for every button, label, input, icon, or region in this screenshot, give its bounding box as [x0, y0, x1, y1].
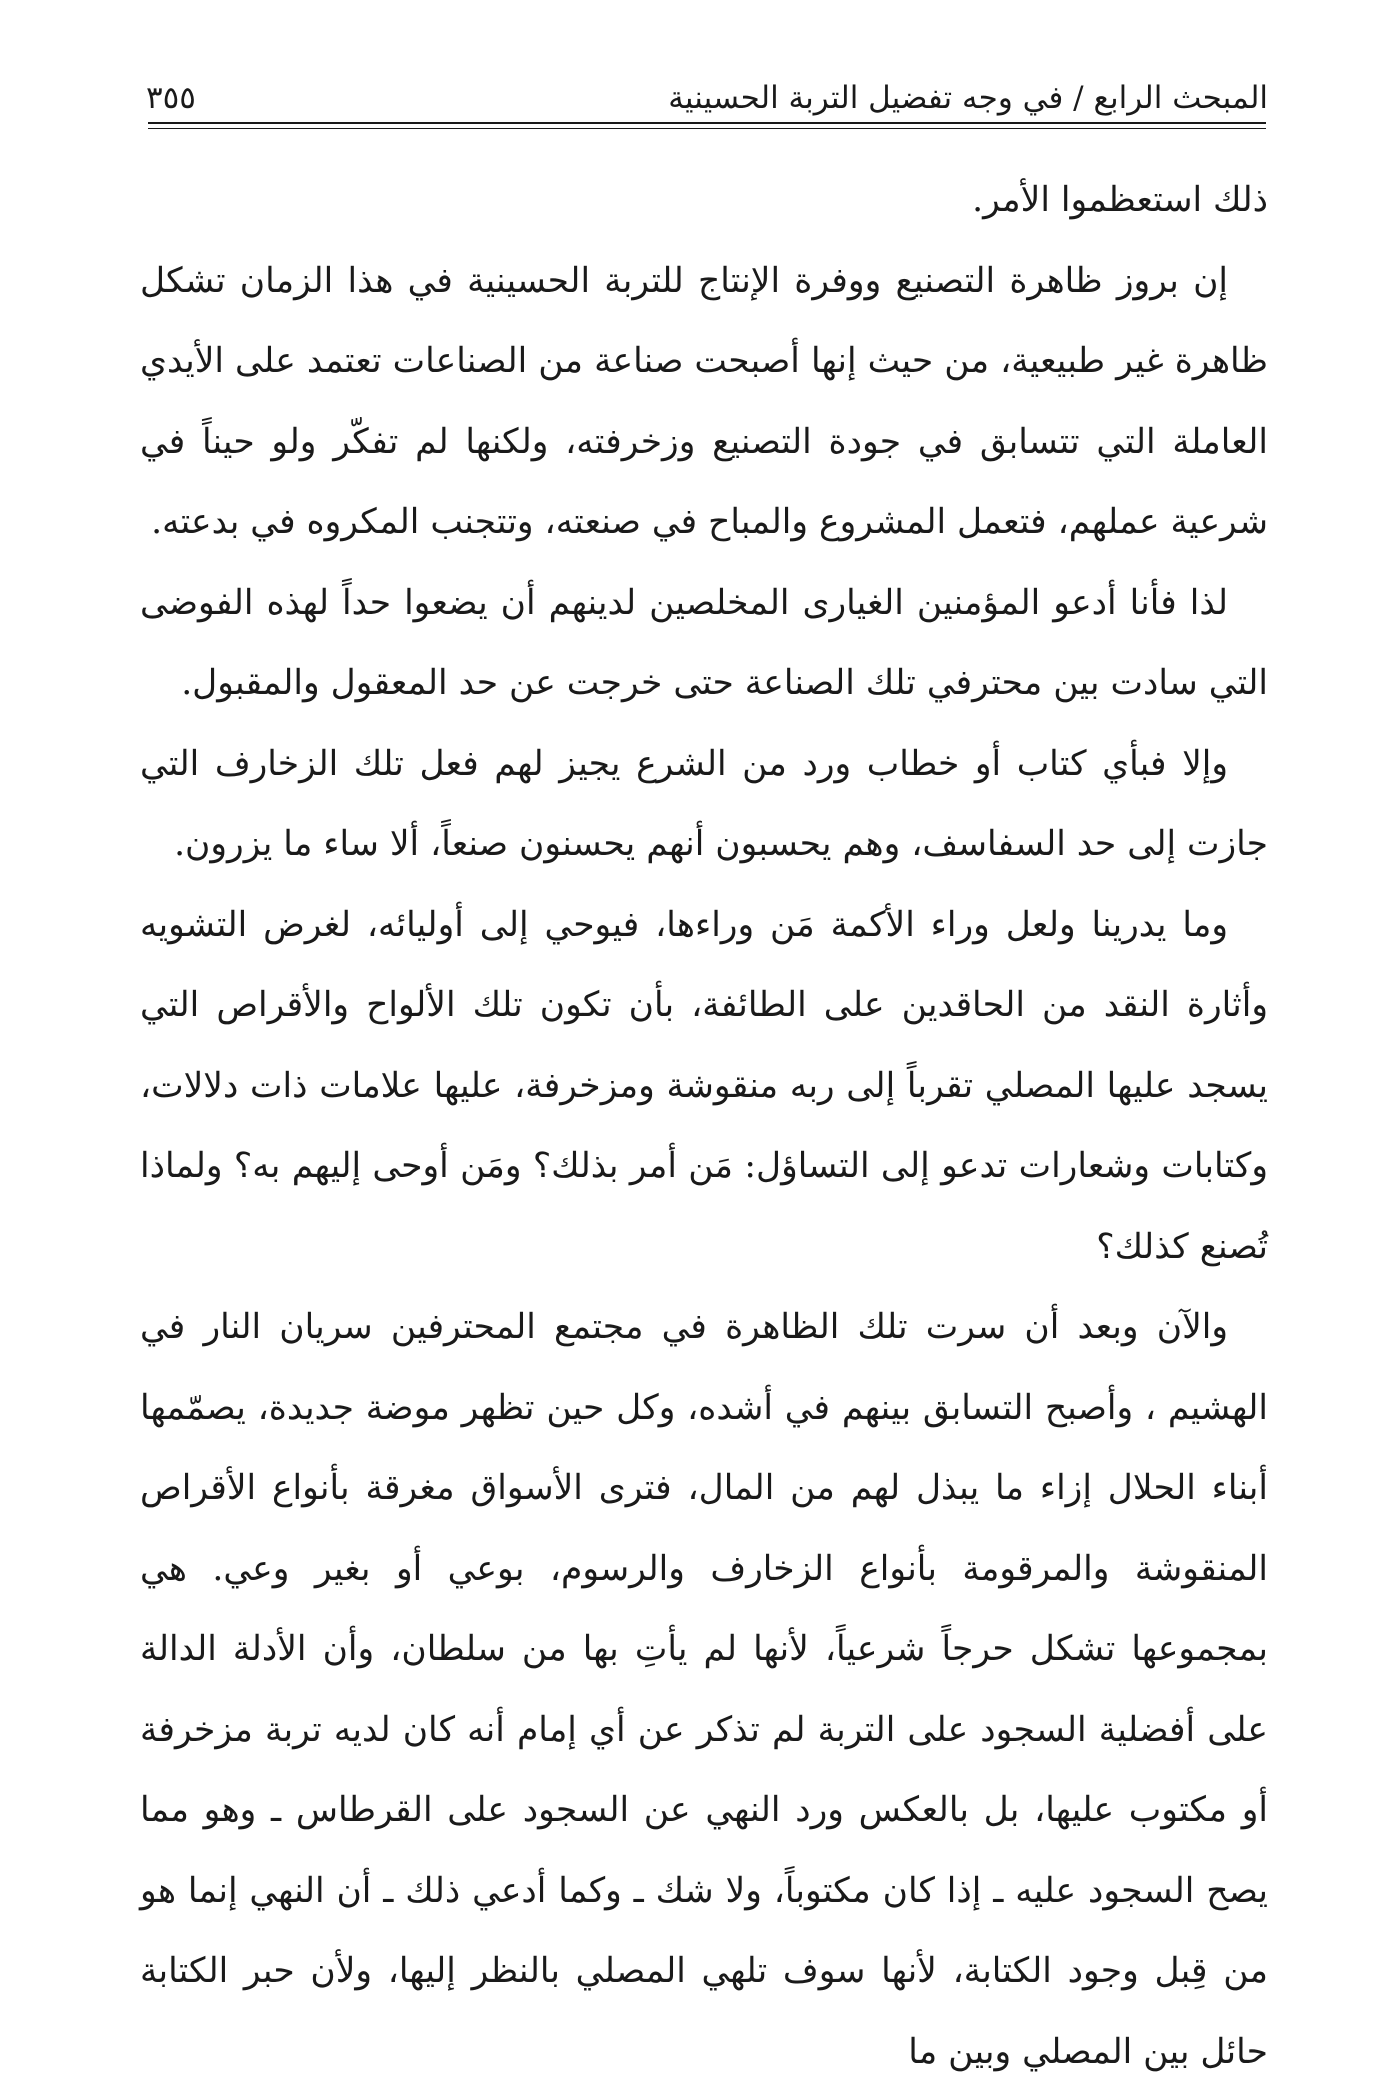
paragraph: والآن وبعد أن سرت تلك الظاهرة في مجتمع المحترفين سريان النار في الهشيم ، وأصبح التسابق بينهم في أشده، وكل حين تظهر موضة جديدة، يصمّمها أبناء الحلال إزاء ما يبذل لهم من المال، فترى الأسواق مغرقة بأنواع الأقراص المنقوشة والمرقومة بأنواع الزخارف والرسوم، بوعي أو بغير وعي. هي بمجموعها تشكل حرجاً شرعياً، لأنها لم يأتِ بها من سلطان، وأن الأدلة الدالة على أفضلية السجود على التربة لم تذكر عن أي إمام أنه كان لديه تربة مزخرفة أو مكتوب عليها، بل بالعكس ورد النهي عن السجود على القرطاس ـ وهو مما يصح السجود عليه ـ إذا كان مكتوباً، ولا شك ـ وكما أدعي ذلك ـ أن النهي إنما هو من قِبل وجود الكتابة، لأنها سوف تلهي المصلي بالنظر إليها، ولأن حبر الكتابة حائل بين المصلي وبين ما [140, 1307, 1268, 2072]
running-title: المبحث الرابع / في وجه تفضيل التربة الحسينية [668, 80, 1268, 116]
paragraph-continuation: ذلك استعظموا الأمر. [972, 180, 1268, 220]
paragraph: وما يدرينا ولعل وراء الأكمة مَن وراءها، فيوحي إلى أوليائه، لغرض التشويه وأثارة النقد من الحاقدين على الطائفة، بأن تكون تلك الألواح والأقراص التي يسجد عليها المصلي تقرباً إلى ربه منقوشة ومزخرفة، عليها علامات ذات دلالات، وكتابات وشعارات تدعو إلى التساؤل: مَن أمر بذلك؟ ومَن أوحى إليهم به؟ ولماذا تُصنع كذلك؟ [140, 904, 1268, 1267]
paragraph: إن بروز ظاهرة التصنيع ووفرة الإنتاج للتربة الحسينية في هذا الزمان تشكل ظاهرة غير طبيعية، من حيث إنها أصبحت صناعة من الصناعات تعتمد على الأيدي العاملة التي تتسابق في جودة التصنيع وزخرفته، ولكنها لم تفكّر ولو حيناً في شرعية عملهم، فتعمل المشروع والمباح في صنعته، وتتجنب المكروه في بدعته. [140, 260, 1268, 542]
page-number: ٣٥٥ [146, 80, 196, 116]
paragraph: وإلا فبأي كتاب أو خطاب ورد من الشرع يجيز لهم فعل تلك الزخارف التي جازت إلى حد السفاسف، وهم يحسبون أنهم يحسنون صنعاً، ألا ساء ما يزرون. [140, 743, 1268, 864]
header-rule-thick [148, 122, 1266, 124]
header-rule-thin [148, 128, 1266, 129]
paragraph: لذا فأنا أدعو المؤمنين الغيارى المخلصين لدينهم أن يضعوا حداً لهذه الفوضى التي سادت بين محترفي تلك الصناعة حتى خرجت عن حد المعقول والمقبول. [140, 582, 1268, 703]
page-header [140, 78, 1268, 124]
body-text [140, 160, 1268, 2092]
